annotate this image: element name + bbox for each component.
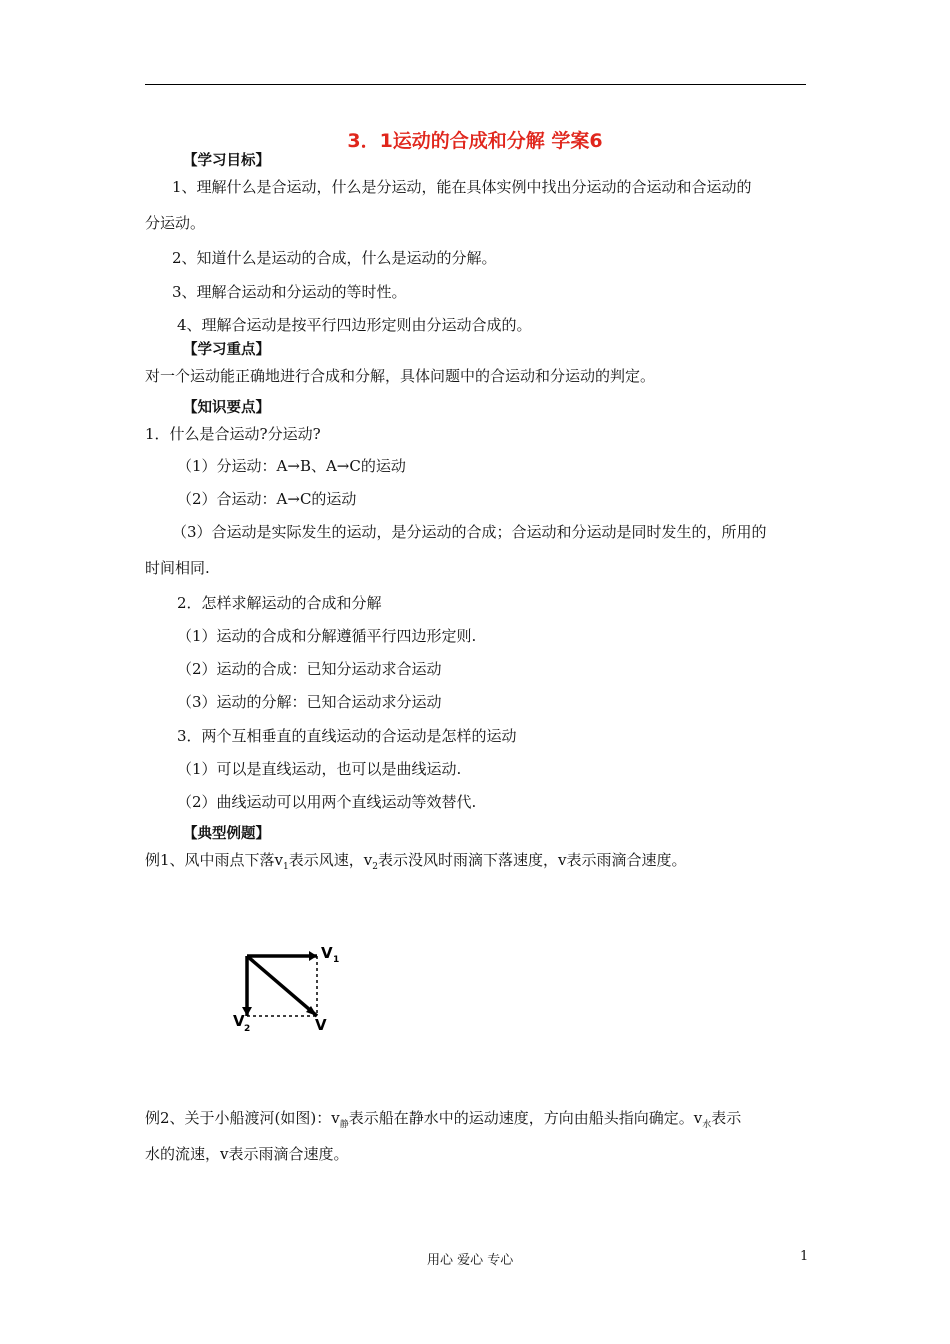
v2-label: V: [233, 1012, 245, 1030]
examples-heading: 【典型例题】: [183, 826, 270, 842]
goal-1: 1、理解什么是合运动，什么是分运动，能在具体实例中找出分运动的合运动和合运动的: [172, 178, 752, 196]
point-3-2: （2）曲线运动可以用两个直线运动等效替代.: [177, 793, 477, 811]
v2-label-sub: 2: [244, 1024, 251, 1034]
example-2: 例2、关于小船渡河(如图)：$v_静$表示船在静水中的运动速度，方向由船头指向确定。$v_水$表示: [145, 1109, 742, 1130]
goal-1-cont: 分运动。: [145, 214, 206, 232]
point-2-1: （1）运动的合成和分解遵循平行四边形定则.: [177, 627, 477, 645]
point-3: 3．两个互相垂直的直线运动的合运动是怎样的运动: [177, 727, 517, 745]
velocity-diagram: [230, 936, 350, 1036]
example-1: 例1、风中雨点下落$v_1$表示风速，$v_2$表示没风时雨滴下落速度，v表示雨滴合速度。: [145, 851, 687, 872]
footer-text: 用心 爱心 专心: [427, 1253, 514, 1268]
v1-arrowhead: [309, 951, 317, 961]
point-1-3-cont: 时间相同.: [145, 559, 210, 577]
goals-heading: 【学习目标】: [183, 153, 270, 169]
point-2-3: （3）运动的分解：已知合运动求分运动: [177, 693, 442, 711]
point-1-2: （2）合运动：A→C的运动: [177, 490, 357, 508]
point-1-1: （1）分运动：A→B、A→C的运动: [177, 457, 406, 475]
point-1-3: （3）合运动是实际发生的运动，是分运动的合成；合运动和分运动是同时发生的，所用的: [172, 523, 767, 541]
page-title: 3．1运动的合成和分解 学案6: [347, 130, 603, 152]
v1-label-sub: 1: [333, 955, 340, 965]
goal-2: 2、知道什么是运动的合成，什么是运动的分解。: [172, 249, 497, 267]
goal-4: 4、理解合运动是按平行四边形定则由分运动合成的。: [177, 316, 532, 334]
point-2: 2．怎样求解运动的合成和分解: [177, 594, 382, 612]
point-3-1: （1）可以是直线运动，也可以是曲线运动.: [177, 760, 462, 778]
focus-heading: 【学习重点】: [183, 342, 270, 358]
example-2-cont: 水的流速，v表示雨滴合速度。: [145, 1145, 349, 1163]
v-label: V: [315, 1016, 327, 1034]
point-2-2: （2）运动的合成：已知分运动求合运动: [177, 660, 442, 678]
header-rule: [145, 84, 806, 85]
v-resultant-vector: [247, 956, 317, 1016]
page-number: 1: [800, 1249, 809, 1264]
v1-label: V: [321, 944, 333, 962]
points-heading: 【知识要点】: [183, 400, 270, 416]
focus-text: 对一个运动能正确地进行合成和分解，具体问题中的合运动和分运动的判定。: [145, 367, 656, 385]
goal-3: 3、理解合运动和分运动的等时性。: [172, 283, 407, 301]
point-1: 1．什么是合运动?分运动?: [145, 425, 321, 443]
